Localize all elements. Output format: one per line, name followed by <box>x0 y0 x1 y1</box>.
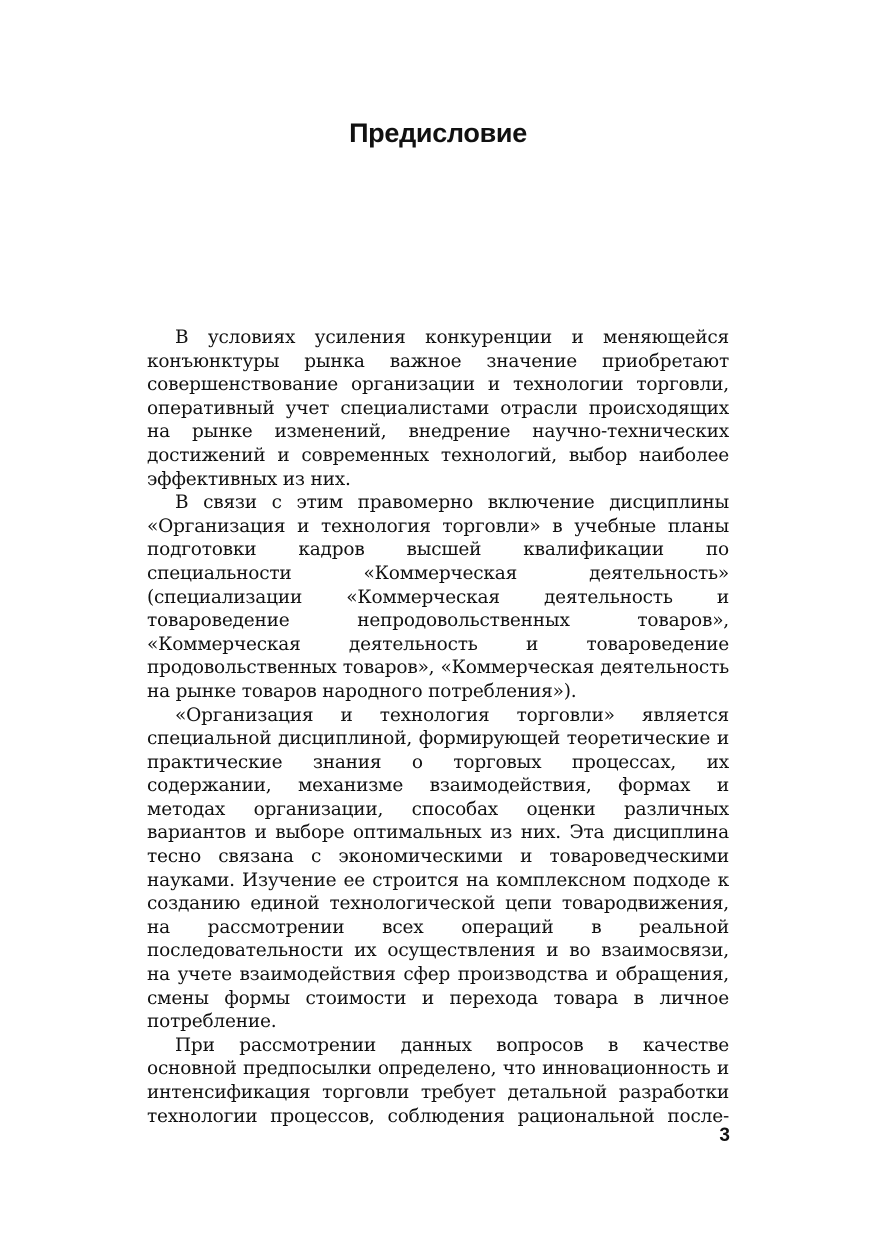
paragraph: При рассмотрении данных вопросов в качестве основной предпосылки определено, что инновационность и интенсификация торговли требует детальной разработки технологии процессов, соблюдения рациональной после- <box>147 1034 729 1127</box>
page-number: 3 <box>719 1125 730 1146</box>
body-text <box>147 326 729 1128</box>
paragraph: В условиях усиления конкуренции и меняющейся конъюнктуры рынка важное значение приобретают совершенствование организации и технологии торговли, оперативный учет специалистами отрасли происходящих на рынке изменений, внедрение научно-технических достижений и современных технологий, выбор наиболее эффективных из них. <box>147 327 729 490</box>
page-title: Предисловие <box>349 118 527 148</box>
paragraph: В связи с этим правомерно включение дисциплины «Организация и технология торговли» в учебные планы подготовки кадров высшей квалификации по специальности «Коммерческая деятельность» (специализации «Коммерческая деятельность и товароведение непродовольственных товаров», «Коммерческая деятельность и товароведение продовольственных товаров», «Коммерческая деятельность на рынке товаров народного потребления»). <box>147 492 729 702</box>
paragraph: «Организация и технология торговли» является специальной дисциплиной, формирующей теоретические и практические знания о торговых процессах, их содержании, механизме взаимодействия, формах и методах организации, способах оценки различных вариантов и выборе оптимальных из них. Эта дисциплина тесно связана с экономическими и товароведческими науками. Изучение ее строится на комплексном подходе к созданию единой технологической цепи товародвижения, на рассмотрении всех операций в реальной последовательности их осуществления и во взаимосвязи, на учете взаимодействия сфер производства и обращения, смены формы стоимости и перехода товара в личное потребление. <box>147 704 729 1033</box>
